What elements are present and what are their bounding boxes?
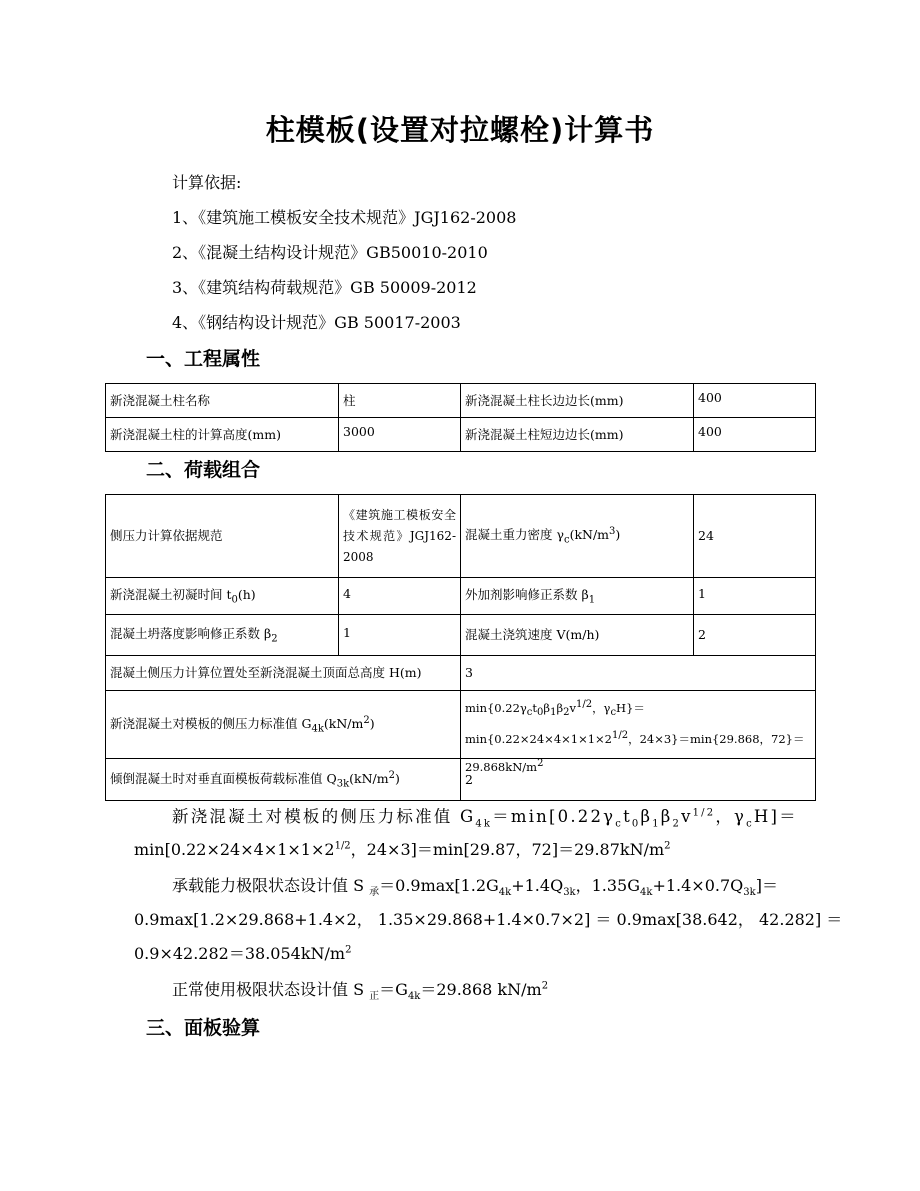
basis-item: 1、《建筑施工模板安全技术规范》JGJ162-2008 (172, 208, 517, 227)
table-cell: 2 (465, 771, 473, 787)
table-cell: 400 (694, 384, 815, 418)
table-cell (106, 615, 339, 656)
table-cell: 1 (339, 615, 461, 656)
g4k-text-line-2: $\min[0.22\times 24\times 4\times 1\times 1\times 2^{1/2}$，24×3]＝min[29.87，$72]=29.87kN/m^2$ (134, 840, 671, 859)
g4k-text-line-1: 新浇混凝土对模板的侧压力标准值 $G_{4k}=\min[0.22\gamma_ct_0\beta_1\beta_2v^{1/2}$，$\gamma_cH]=$ (172, 807, 798, 830)
table-cell: 3000 (339, 418, 461, 451)
table-cell: 1 (694, 578, 815, 615)
table-cell (106, 691, 461, 759)
q3k-label: 倾倒混凝土时对垂直面模板荷载标准值 $Q_{3k}(kN/m^2)$ (110, 769, 400, 790)
basis-item: 3、《建筑结构荷载规范》GB 50009-2012 (172, 278, 477, 297)
table-cell: 4 (339, 578, 461, 615)
table-cell: 柱 (339, 384, 461, 418)
table-cell: 新浇混凝土柱的计算高度(mm) (106, 418, 339, 451)
capacity-text-line-3: $0.9\times 42.282=38.054kN/m^2$ (134, 944, 352, 963)
table-cell: 侧压力计算依据规范 (106, 495, 339, 578)
section-heading-project: 一、工程属性 (146, 348, 261, 370)
table-cell (461, 495, 694, 578)
g4k-formula: $\min\{0.22\gamma_ct_0\beta_1\beta_2v^{1/2}$，$\gamma_cH\}=\min\{0.22\times 24\times 4\times 1\times 1\times 2^{1/2}$，24×3}＝min{29.868，$72\}=29.868kN/m^2$ (465, 699, 805, 775)
beta2-label: 混凝土坍落度影响修正系数 $\beta_2$ (110, 625, 278, 645)
capacity-text-line-1: 承载能力极限状态设计值 S $_承=0.9\max[1.2G_{4k}+1.4Q_{3k}$，$1.35G_{4k}+1.4\times 0.7Q_{3k}]=$ (172, 876, 778, 899)
density-label: 混凝土重力密度 $\gamma_c(kN/m^3)$ (465, 526, 621, 546)
table-cell: 混凝土浇筑速度 V(m/h) (461, 615, 694, 656)
section-heading-load: 二、荷载组合 (146, 459, 261, 481)
table-cell: 《建筑施工模板安全技术规范》JGJ162-2008 (339, 495, 461, 578)
load-combination-table (105, 494, 816, 801)
basis-item: 2、《混凝土结构设计规范》GB50010-2010 (172, 243, 488, 262)
basis-heading: 计算依据: (172, 173, 242, 192)
table-cell: 新浇混凝土柱长边边长(mm) (461, 384, 694, 418)
table-cell: 混凝土侧压力计算位置处至新浇混凝土顶面总高度 H(m) (106, 656, 461, 691)
capacity-text-line-2: 0.9max[1.2×29.868+1.4×2， 1.35×29.868+1.4×0.7×2] ＝ 0.9max[38.642， 42.282] ＝ (134, 910, 843, 929)
t0-label: 新浇混凝土初凝时间 $t_0(h)$ (110, 586, 256, 606)
g4k-label: 新浇混凝土对模板的侧压力标准值 $G_{4k}(kN/m^2)$ (110, 714, 375, 735)
table-cell: 400 (698, 424, 722, 439)
table-cell: 2 (694, 615, 815, 656)
table-cell (106, 759, 461, 800)
table-cell: 24 (694, 495, 815, 578)
table-cell (461, 691, 815, 775)
section-heading-panel: 三、面板验算 (146, 1017, 261, 1039)
table-cell: 3 (461, 656, 815, 691)
table-cell: 新浇混凝土柱名称 (106, 384, 339, 418)
beta1-label: 外加剂影响修正系数 $\beta_1$ (465, 586, 596, 606)
table-cell: 新浇混凝土柱短边边长(mm) (461, 418, 694, 451)
page-title: 柱模板(设置对拉螺栓)计算书 (265, 113, 655, 147)
table-cell (106, 578, 339, 615)
table-cell (461, 578, 694, 615)
project-properties-table (105, 383, 816, 452)
serviceability-text: 正常使用极限状态设计值 S $_正=G_{4k}=29.868$ $kN/m^2$ (172, 980, 549, 1003)
basis-item: 4、《钢结构设计规范》GB 50017-2003 (172, 313, 461, 332)
